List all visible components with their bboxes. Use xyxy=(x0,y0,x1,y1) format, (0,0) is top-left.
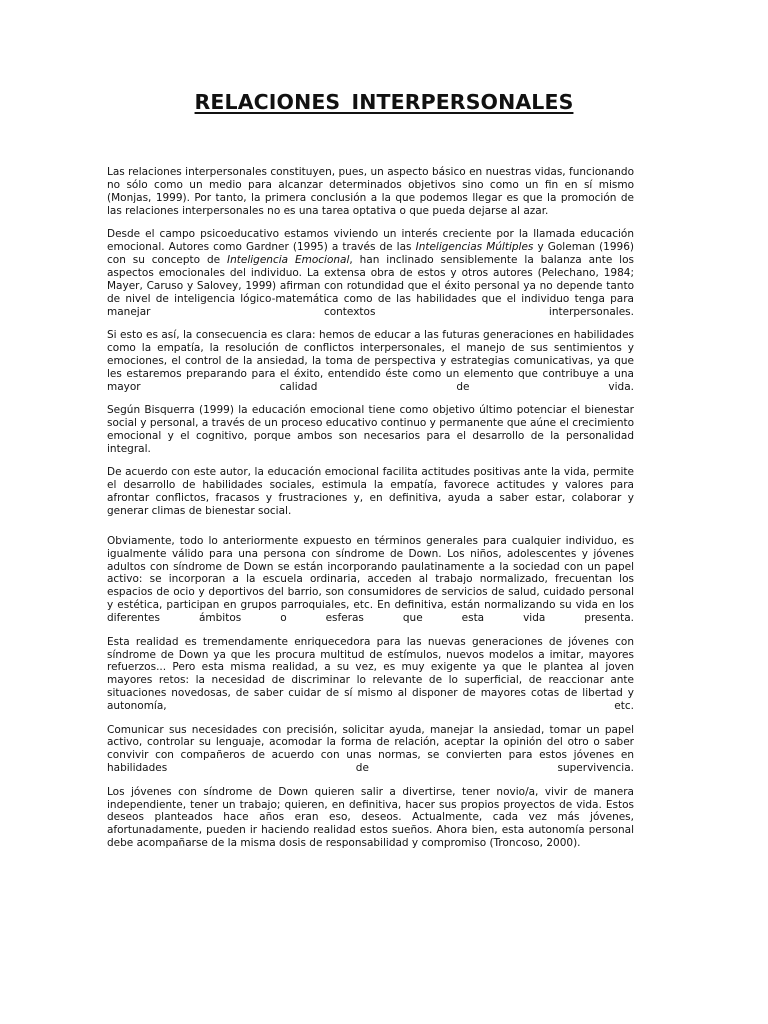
paragraph-5 xyxy=(107,466,634,518)
paragraph-6 xyxy=(107,535,634,625)
document-title: RELACIONES INTERPERSONALES xyxy=(194,90,574,114)
text-run: Si esto es así, la consecuencia es clara: hemos de educar a las futuras generaciones en habilidades como la empatía, la resolución de conflictos interpersonales, el manejo de sus sentimientos y emociones, el control de la ansiedad, la toma de perspectiva y estrategias comunicativas, ya que les estaremos preparando para el éxito, entendido éste como un elemento que contribuye a una mayor calidad de vida. xyxy=(107,328,634,393)
text-run: Obviamente, todo lo anteriormente expuesto en términos generales para cualquier individuo, es igualmente válido para una persona con síndrome de Down. Los niños, adolescentes y jóvenes adultos con síndrome de Down se están incorporando paulatinamente a la sociedad con un papel activo: se incorporan a la escuela ordinaria, acceden al trabajo normalizado, frecuentan los espacios de ocio y deportivos del barrio, son consumidores de servicios de salud, cuidado personal y estética, participan en grupos parroquiales, etc. En definitiva, están normalizando su vida en los diferentes ámbitos o esferas que esta vida presenta. xyxy=(107,534,634,625)
paragraph-9 xyxy=(107,786,634,851)
paragraph-8 xyxy=(107,724,634,776)
text-run: Desde el campo psicoeducativo estamos viviendo un interés creciente por la llamada educación emocional. Autores como Gardner (1995) a través de las xyxy=(107,228,634,254)
text-run: Según Bisquerra (1999) la educación emocional tiene como objetivo último potenciar el bienestar social y personal, a través de un proceso educativo continuo y permanente que aúne el crecimiento emocional y el cognitivo, porque ambos son necesarios para el desarrollo de la personalidad integral. xyxy=(107,404,635,455)
text-run: De acuerdo con este autor, la educación emocional facilita actitudes positivas ante la vida, permite el desarrollo de habilidades sociales, estimula la empatía, favorece actitudes y valores para afrontar conflictos, fracasos y frustraciones y, en definitiva, ayuda a saber estar, colaborar y generar climas de bienestar social. xyxy=(107,466,634,517)
text-run: Las relaciones interpersonales constituyen, pues, un aspecto básico en nuestras vidas, funcionando no sólo como un medio para alcanzar determinados objetivos sino como un fin en sí mismo (Monjas, 1999). Por tanto, la primera conclusión a la que podemos llegar es que la promoción de las relaciones interpersonales no es una tarea optativa o que pueda dejarse al azar. xyxy=(107,166,634,217)
paragraph-7 xyxy=(107,636,634,713)
paragraph-1 xyxy=(107,166,634,218)
paragraph-4 xyxy=(107,404,634,456)
paragraph-3 xyxy=(107,329,634,394)
italic-term: Inteligencias Múltiples xyxy=(415,241,534,254)
paragraph-2 xyxy=(107,228,634,318)
text-run: , han inclinado sensiblemente la balanza ante los aspectos emocionales del individuo. La extensa obra de estos y otros autores (Pelechano, 1984; Mayer, Caruso y Salovey, 1999) afirman con rotundidad que el éxito personal ya no depende tanto de nivel de inteligencia lógico-matemática como de las habilidades que el individuo tenga para manejar contextos interpersonales. xyxy=(107,253,634,318)
text-run: Esta realidad es tremendamente enriquecedora para las nuevas generaciones de jóvenes con síndrome de Down ya que les procura multitud de estímulos, nuevos modelos a imitar, mayores refuerzos... Pero esta misma realidad, a su vez, es muy exigente ya que le plantea al joven mayores retos: la necesidad de discriminar lo relevante de lo superficial, de reaccionar ante situaciones novedosas, de saber cuidar de sí mismo al disponer de mayores cotas de libertad y autonomía, etc. xyxy=(107,635,634,713)
text-run: Los jóvenes con síndrome de Down quieren salir a divertirse, tener novio/a, vivir de manera independiente, tener un trabajo; quieren, en definitiva, hacer sus propios proyectos de vida. Estos deseos planteados hace años eran eso, deseos. Actualmente, cada vez más jóvenes, afortunadamente, pueden ir haciendo realidad estos sueños. Ahora bien, esta autonomía personal debe acompañarse de la misma dosis de responsabilidad y compromiso (Troncoso, 2000). xyxy=(107,785,634,850)
text-run: y Goleman (1996) con su concepto de xyxy=(107,241,634,266)
text-run: Comunicar sus necesidades con precisión, solicitar ayuda, manejar la ansiedad, tomar un papel activo, controlar su lenguaje, acomodar la forma de relación, aceptar la opinión del otro o saber convivir con compañeros de acuerdo con unas normas, se convierten para estos jóvenes en habilidades de supervivencia. xyxy=(107,723,634,775)
italic-term: Inteligencia Emocional xyxy=(227,253,350,266)
document-body xyxy=(107,166,634,861)
